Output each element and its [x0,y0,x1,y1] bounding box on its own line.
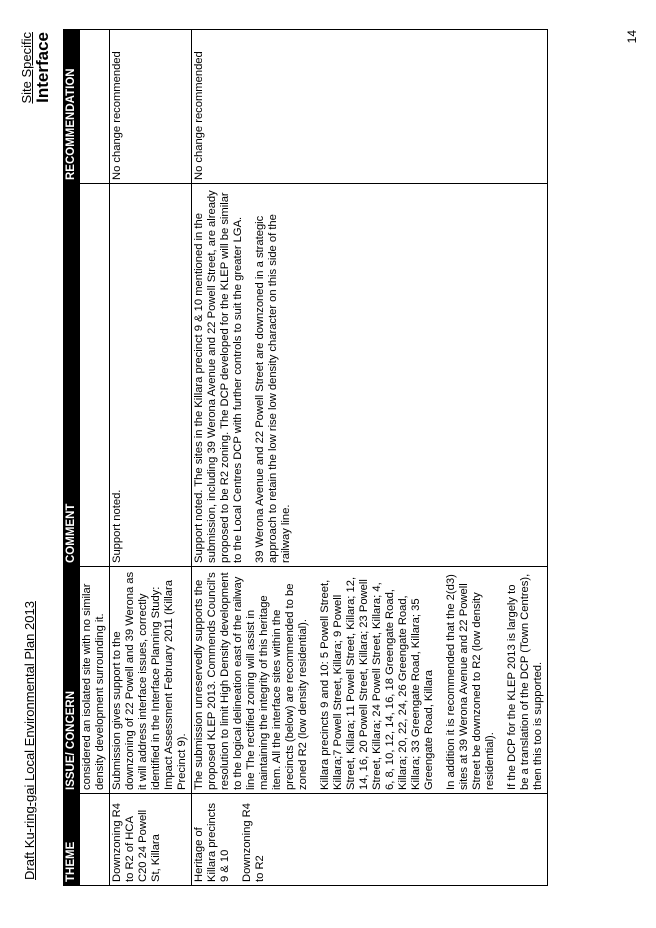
cell-paragraph: Downzoning R4 to R2 of HCA C20 24 Powell St, Killara [111,803,162,882]
page-number: 14 [625,30,639,44]
cell-paragraph: The submission unreservedly supports the proposed KLEP 2013. Commends Council's resolution to limit High Density development to the logical delineation east of the railway line The rectified zoning will assist in maintaining the integrity of this heritage item. All the interface sites within the precincts (below) are recommended to be zoned R2 (low density residential). [193,572,309,790]
cell-paragraph: Heritage of Killara precincts 9 & 10 [193,803,231,882]
table-cell-issue [110,567,192,794]
table-cell-issue [80,567,110,794]
table-cell-recommendation [192,30,548,184]
cell-paragraph: Killara precincts 9 and 10: 5 Powell Street, Killara;7 Powell Street, Killara; 9 Powell Street, Killara; 11 Powell Street, Killara; 12, 14, 16, 20 Powell Street, Killara; 23 Powell Street, Killara; 24 Powell Street, Killara; 4, 6, 8, 10, 12, 14, 16, 18 Greengate Road, Killara; 20, 22, 24, 26 Greengate Road, Killara; 33 Greengate Road, Killara; 35 Greengate Road, Killara [319,576,435,790]
table-cell-theme [80,794,110,886]
table-cell-recommendation [110,30,192,184]
cell-paragraph: In addition it is recommended that the 2(d3) sites at 39 Werona Avenue and 22 Powell Street be downzoned to R2 (low density residential). [445,574,496,790]
cell-paragraph: 39 Werona Avenue and 22 Powell Street are downzoned in a strategic approach to retain the low rise low density character on this side of the railway line. [254,214,292,563]
table-cell-comment [192,184,548,567]
column-header: COMMENT [64,184,80,567]
submissions-table [63,29,548,886]
table-cell-comment [110,184,192,567]
cell-paragraph: Downzoning R4 to R2 [241,803,266,882]
table-row [192,30,548,886]
table-cell-recommendation [80,30,110,184]
table-row [110,30,192,886]
column-header: ISSUE/ CONCERN [64,567,80,794]
column-header: THEME [64,794,80,886]
cell-paragraph: considered an isolated site with no similar density development surrounding it. [81,583,106,790]
cell-paragraph: No change recommended [193,51,205,180]
column-header: RECOMMENDATION [64,30,80,184]
table-header-row [64,30,80,886]
table-row [80,30,110,886]
section-title: Interface [33,32,52,103]
cell-paragraph: Support noted. The sites in the Killara precinct 9 & 10 mentioned in the submission, including 39 Werona Avenue and 22 Powell Street, are already proposed to be R2 zoning. The DCP developed for the KLEP will be similar to the Local Centres DCP with further controls to suit the greater LGA. [193,190,244,563]
section-subtitle: Site Specific [19,32,34,104]
cell-paragraph: No change recommended [111,51,123,180]
cell-paragraph: Submission gives support to the downzoning of 22 Powell and 39 Werona as it will address interface issues, correctly identified in the Interface Planning Study: Impact Assessment February 2011 (Killara Precinct 9). [111,571,188,790]
table-cell-theme [192,794,548,886]
table-cell-issue [192,567,548,794]
table-cell-theme [110,794,192,886]
cell-paragraph: If the DCP for the KLEP 2013 is largely to be a translation of the DCP (Town Centres), then this too is supported. [506,573,544,790]
table-cell-comment [80,184,110,567]
cell-paragraph: Support noted. [111,489,123,563]
document-title: Draft Ku-ring-gai Local Environmental Plan 2013 [22,601,37,880]
table-body [80,30,548,886]
